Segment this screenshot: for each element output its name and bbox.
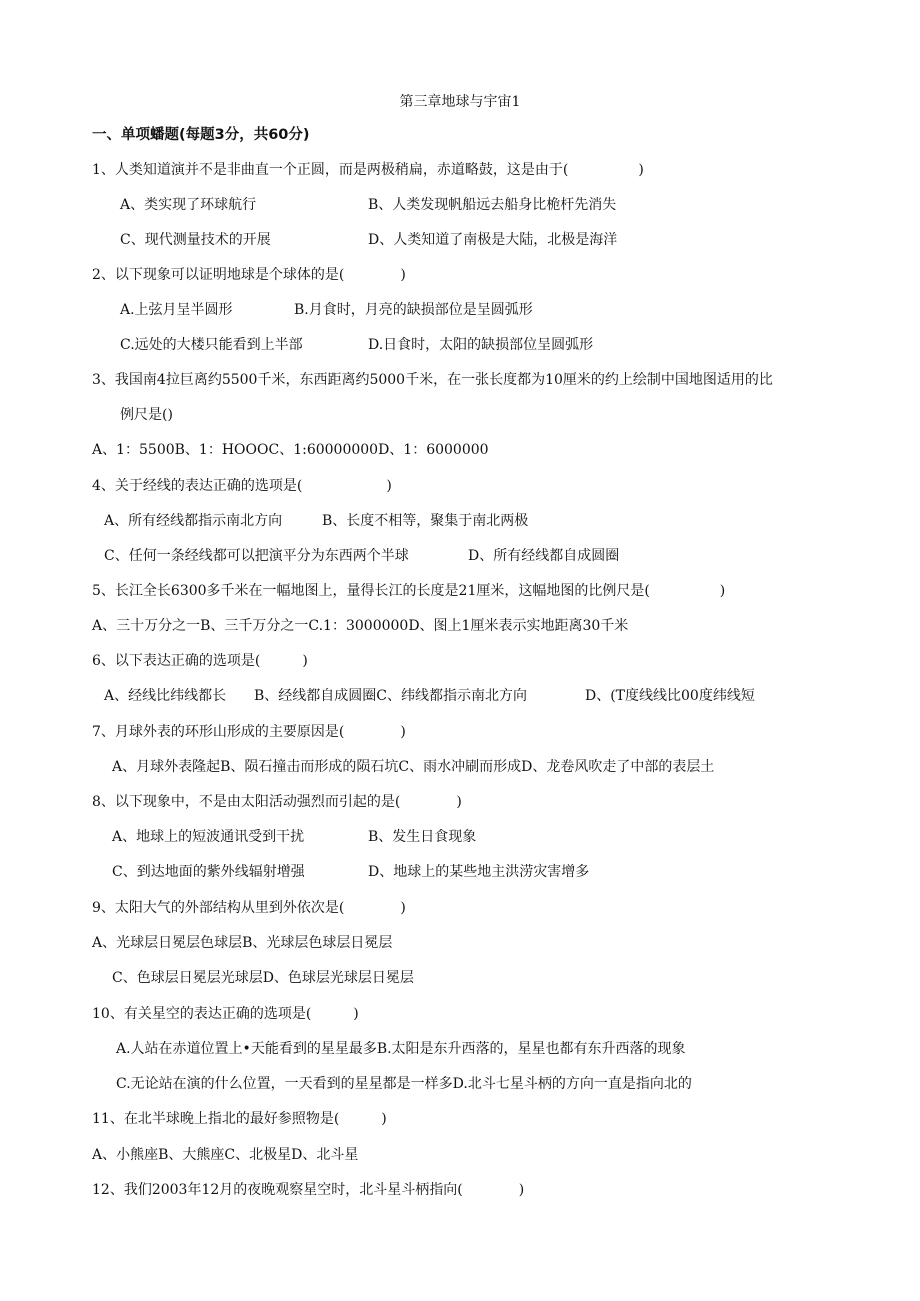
q2-option-b: B.月食时，月亮的缺损部位是呈圆弧形 xyxy=(294,302,533,318)
question-8: 8、以下现象中，不是由太阳活动强烈而引起的是( ) xyxy=(92,794,462,810)
q8-option-c: C、到达地面的紫外线辐射增强 xyxy=(112,864,305,880)
question-4: 4、关于经线的表达正确的选项是( ) xyxy=(92,478,392,494)
question-6: 6、以下表达正确的选项是( ) xyxy=(92,653,308,669)
q4-option-b: B、长度不相等，聚集于南北两极 xyxy=(322,513,529,529)
q4-option-c: C、任何一条经线都可以把演平分为东西两个半球 xyxy=(104,548,409,564)
q6-option-a: A、经线比纬线都长 xyxy=(104,688,227,704)
q2-option-c: C.远处的大楼只能看到上半部 xyxy=(120,337,303,353)
q9-options-line-1: A、光球层日冕层色球层B、光球层色球层日冕层 xyxy=(92,935,393,951)
question-3: 3、我国南4拉巨离约5500千米，东西距离约5000千米，在一张长度都为10厘米的约上绘制中国地图适用的比 xyxy=(92,372,773,388)
question-3-continued: 例尺是() xyxy=(120,407,173,423)
q10-options-line-1: A.人站在赤道位置上•天能看到的星星最多B.太阳是东升西落的，星星也都有东升西落的现象 xyxy=(116,1041,686,1057)
q4-option-d: D、所有经线都自成圆圈 xyxy=(468,548,620,564)
q8-option-b: B、发生日食现象 xyxy=(368,829,477,845)
question-7: 7、月球外表的环形山形成的主要原因是( ) xyxy=(92,724,406,740)
q3-options: A、1：5500B、1：HOOOC、1:60000000D、1：6000000 xyxy=(92,442,489,458)
q1-option-c: C、现代测量技术的开展 xyxy=(120,232,271,248)
q2-option-a: A.上弦月呈半圆形 xyxy=(120,302,233,318)
question-1: 1、人类知道演并不是非曲直一个正圆，而是两极稍扁，赤道略鼓，这是由于( ) xyxy=(92,162,644,178)
q11-options: A、小熊座B、大熊座C、北极星D、北斗星 xyxy=(92,1147,359,1163)
question-12: 12、我们2003年12月的夜晚观察星空时，北斗星斗柄指向( ) xyxy=(92,1182,525,1198)
section-heading: 一、单项蟠题(每题3分，共60分) xyxy=(92,127,310,143)
q5-options: A、三十万分之一B、三千万分之一C.1：3000000D、图上1厘米表示实地距离30千米 xyxy=(92,618,629,634)
q9-options-line-2: C、色球层日冕层光球层D、色球层光球层日冕层 xyxy=(112,970,414,986)
question-9: 9、太阳大气的外部结构从里到外依次是( ) xyxy=(92,900,406,916)
q1-option-d: D、人类知道了南极是大陆，北极是海洋 xyxy=(368,232,618,248)
q1-option-a: A、类实现了环球航行 xyxy=(120,197,257,213)
question-10: 10、有关星空的表达正确的选项是( ) xyxy=(92,1006,359,1022)
q10-options-line-2: C.无论站在演的什么位置，一天看到的星星都是一样多D.北斗七星斗柄的方向一直是指向北的 xyxy=(116,1076,692,1092)
q8-option-d: D、地球上的某些地主洪涝灾害增多 xyxy=(368,864,590,880)
document-title: 第三章地球与宇宙1 xyxy=(399,94,521,110)
q6-option-d: D、(T度线线比00度纬线短 xyxy=(585,688,755,704)
q4-option-a: A、所有经线都指示南北方向 xyxy=(104,513,283,529)
q8-option-a: A、地球上的短波通讯受到干扰 xyxy=(112,829,305,845)
q6-option-b: B、经线都自成圆圈C、纬线都指示南北方向 xyxy=(254,688,527,704)
question-11: 11、在北半球晚上指北的最好参照物是( ) xyxy=(92,1111,387,1127)
q1-option-b: B、人类发现帆船远去船身比桅杆先消失 xyxy=(368,197,617,213)
question-2: 2、以下现象可以证明地球是个球体的是( ) xyxy=(92,267,406,283)
q2-option-d: D.日食时，太阳的缺损部位呈圆弧形 xyxy=(368,337,594,353)
question-5: 5、长江全长6300多千米在一幅地图上，量得长江的长度是21厘米，这幅地图的比例尺是( ) xyxy=(92,583,726,599)
q7-options: A、月球外表隆起B、陨石撞击而形成的陨石坑C、雨水冲刷而形成D、龙卷风吹走了中部的表层土 xyxy=(112,759,715,775)
